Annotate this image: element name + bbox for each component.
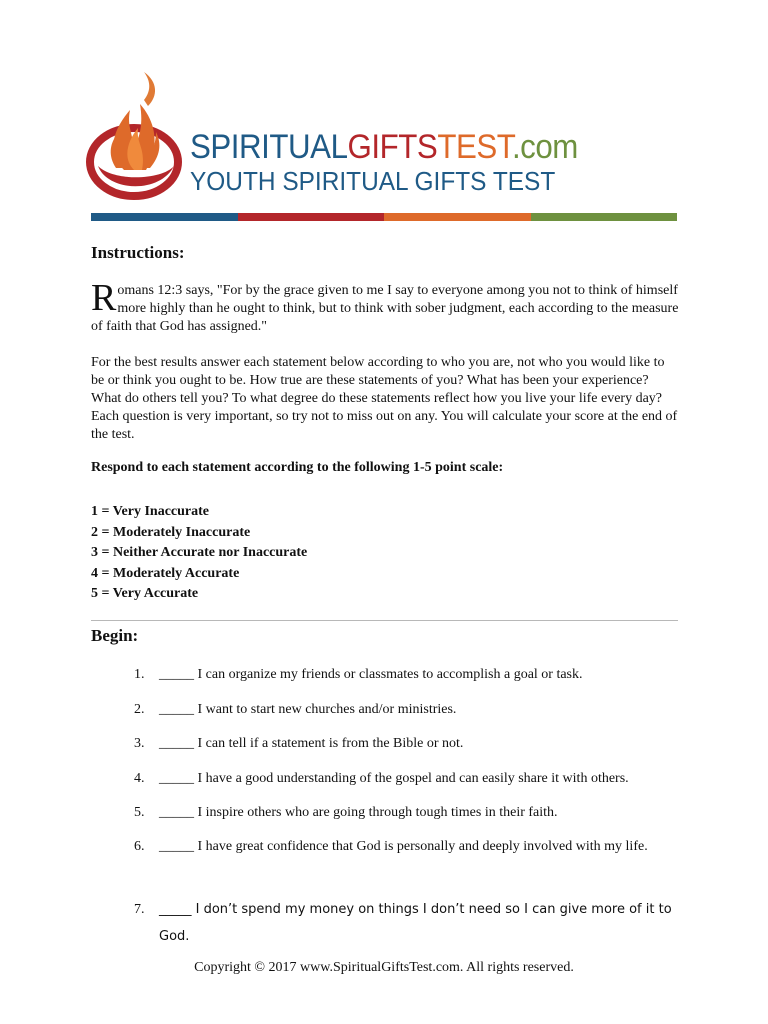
question-number: 5. <box>134 805 145 820</box>
color-divider-bar <box>91 213 677 221</box>
instructions-paragraph-2: For the best results answer each statement below according to who you are, not who you would like to be or think you ought to be. How true are these statements of you? What has been your experience? What do others tell you? To what degree do these statements reflect how you live your life every day? Each question is very important, so try not to miss out on any. You will calculate your score at the end of the test. <box>91 355 678 442</box>
scale-item: 4 = Moderately Accurate <box>91 565 240 581</box>
color-bar-green <box>531 213 678 221</box>
question-number: 2. <box>134 702 145 717</box>
brand-part-com: .com <box>511 128 578 166</box>
instructions-heading: Instructions: <box>91 243 185 262</box>
copyright-footer: Copyright © 2017 www.SpiritualGiftsTest.com. All rights reserved. <box>194 960 574 975</box>
question-item <box>134 765 694 792</box>
brand-part-spiritual: SPIRITUAL <box>190 128 348 166</box>
question-number: 4. <box>134 771 145 786</box>
color-bar-red <box>238 213 385 221</box>
question-text: _____ I want to start new churches and/or ministries. <box>159 702 457 717</box>
question-text: _____ I don’t spend my money on things I don’t need so I can give more of it to God. <box>159 902 672 944</box>
scale-item: 2 = Moderately Inaccurate <box>91 524 251 540</box>
scale-item: 3 = Neither Accurate nor Inaccurate <box>91 545 308 560</box>
question-item <box>134 661 694 688</box>
question-text: _____ I have great confidence that God is personally and deeply involved with my life. <box>159 839 648 854</box>
scale-item: 1 = Very Inaccurate <box>91 504 210 519</box>
brand-logo-text <box>190 128 612 196</box>
scale-item: 5 = Very Accurate <box>91 586 199 601</box>
color-bar-blue <box>91 213 238 221</box>
question-text: _____ I inspire others who are going through tough times in their faith. <box>159 805 558 820</box>
scale-instruction: Respond to each statement according to the following 1-5 point scale: <box>91 460 504 475</box>
brand-part-test: TEST <box>437 128 512 166</box>
question-number: 1. <box>134 667 145 682</box>
section-divider <box>91 620 678 621</box>
question-text: _____ I can tell if a statement is from the Bible or not. <box>159 736 464 751</box>
drop-cap: R <box>91 277 117 319</box>
rating-scale-list <box>91 502 307 605</box>
brand-name <box>190 128 578 166</box>
question-number: 7. <box>134 902 145 917</box>
question-item <box>134 696 694 723</box>
brand-part-gifts: GIFTS <box>347 128 438 166</box>
question-item <box>134 730 694 757</box>
flame-icon <box>86 70 186 200</box>
instructions-paragraph-1 <box>91 277 681 336</box>
color-bar-orange <box>384 213 531 221</box>
question-number: 6. <box>134 839 145 854</box>
question-item <box>134 833 664 860</box>
question-text: _____ I can organize my friends or classmates to accomplish a goal or task. <box>159 667 583 682</box>
question-text: _____ I have a good understanding of the gospel and can easily share it with others. <box>159 771 629 786</box>
question-number: 3. <box>134 736 145 751</box>
question-item <box>134 896 694 950</box>
brand-subtitle: YOUTH SPIRITUAL GIFTS TEST <box>190 166 556 196</box>
question-item <box>134 799 694 826</box>
paragraph-1-text: omans 12:3 says, "For by the grace given to me I say to everyone among you not to think of himself more highly than he ought to think, but to think with sober judgment, each according to the measure of faith that God has assigned." <box>91 283 679 334</box>
begin-heading: Begin: <box>91 626 139 645</box>
